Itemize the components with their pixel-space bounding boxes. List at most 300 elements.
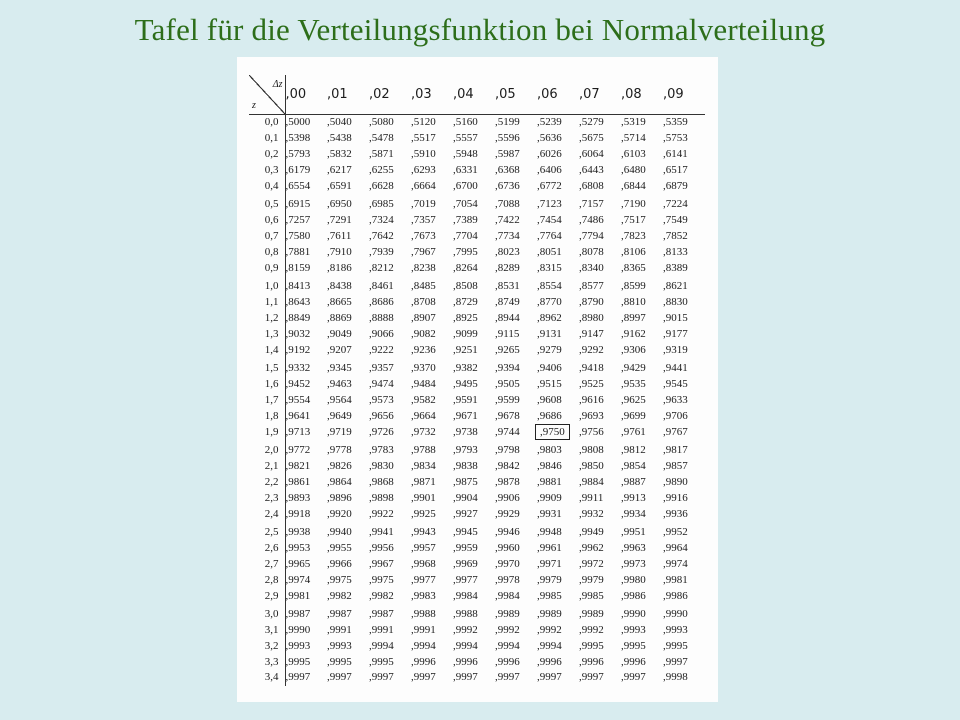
probability-cell [411, 506, 453, 522]
column-header: ,08 [621, 75, 663, 115]
probability-value: ,9332 [285, 362, 311, 375]
probability-value: ,9981 [285, 589, 311, 602]
probability-cell [369, 541, 411, 557]
probability-cell [621, 588, 663, 604]
probability-value: ,8790 [579, 296, 604, 309]
probability-cell [327, 194, 369, 213]
probability-value: ,7123 [537, 198, 562, 211]
probability-cell [369, 358, 411, 377]
probability-cell [453, 311, 495, 327]
probability-value: ,9382 [453, 362, 478, 375]
probability-value: ,5438 [327, 132, 352, 145]
probability-value: ,6985 [369, 198, 394, 211]
probability-value: ,9767 [663, 425, 688, 438]
probability-cell [285, 408, 327, 424]
probability-cell [621, 358, 663, 377]
probability-value: ,9864 [327, 475, 352, 488]
probability-value: ,9989 [579, 608, 604, 621]
probability-value: ,9881 [537, 475, 562, 488]
probability-value: ,9357 [369, 362, 394, 375]
probability-cell [495, 115, 537, 131]
probability-value: ,9961 [537, 542, 562, 555]
column-header: ,00 [285, 75, 327, 115]
probability-value: ,9996 [579, 655, 604, 668]
probability-value: ,8997 [621, 311, 646, 324]
column-header: ,09 [663, 75, 705, 115]
probability-value: ,9927 [453, 507, 478, 520]
probability-value: ,9956 [369, 542, 394, 555]
z-value-cell: 1,0 [249, 276, 285, 295]
probability-cell [621, 229, 663, 245]
probability-cell [369, 178, 411, 194]
probability-value: ,9738 [453, 425, 478, 438]
probability-cell [621, 326, 663, 342]
probability-value: ,7389 [453, 214, 478, 227]
probability-value: ,9994 [411, 639, 436, 652]
z-value-cell: 2,6 [249, 541, 285, 557]
probability-cell [411, 440, 453, 459]
z-value-cell: 3,1 [249, 623, 285, 639]
probability-value: ,9996 [621, 655, 646, 668]
probability-value: ,9082 [411, 327, 436, 340]
probability-value: ,9989 [537, 608, 562, 621]
probability-value: ,5279 [579, 116, 604, 129]
probability-value: ,9997 [495, 671, 520, 684]
probability-cell [369, 623, 411, 639]
probability-cell [495, 295, 537, 311]
probability-cell [495, 276, 537, 295]
probability-cell [327, 326, 369, 342]
probability-cell [621, 115, 663, 131]
probability-value: ,9922 [369, 507, 394, 520]
z-value-cell: 2,3 [249, 490, 285, 506]
table-row [249, 408, 705, 424]
probability-value: ,9986 [621, 589, 646, 602]
probability-cell [285, 311, 327, 327]
probability-cell [285, 604, 327, 623]
probability-cell [663, 326, 705, 342]
probability-cell [327, 639, 369, 655]
probability-value: ,9979 [537, 573, 562, 586]
probability-cell [621, 459, 663, 475]
probability-cell [411, 342, 453, 358]
probability-cell [411, 377, 453, 393]
probability-value: ,9985 [579, 589, 604, 602]
probability-value: ,8289 [495, 261, 520, 274]
probability-cell [453, 358, 495, 377]
probability-value: ,9991 [327, 624, 352, 637]
probability-value: ,9982 [369, 589, 394, 602]
probability-cell [285, 326, 327, 342]
probability-cell [579, 639, 621, 655]
probability-value: ,8340 [579, 261, 604, 274]
probability-cell [411, 178, 453, 194]
z-value-cell: 0,8 [249, 244, 285, 260]
probability-value: ,6664 [411, 179, 436, 192]
probability-cell [663, 260, 705, 276]
probability-cell [369, 213, 411, 229]
probability-value: ,9279 [537, 343, 562, 356]
probability-value: ,9997 [369, 671, 394, 684]
probability-cell [369, 459, 411, 475]
probability-cell [621, 572, 663, 588]
probability-value: ,7881 [285, 245, 311, 258]
probability-cell [663, 604, 705, 623]
probability-cell [579, 541, 621, 557]
probability-value: ,7486 [579, 214, 604, 227]
probability-cell [579, 342, 621, 358]
header-row [249, 75, 705, 115]
probability-value: ,7764 [537, 229, 562, 242]
probability-value: ,9988 [411, 608, 436, 621]
probability-value: ,7734 [495, 229, 520, 242]
probability-cell [495, 541, 537, 557]
probability-value: ,9953 [285, 542, 311, 555]
probability-cell [285, 229, 327, 245]
probability-value: ,9969 [453, 557, 478, 570]
probability-value: ,9633 [663, 393, 688, 406]
probability-value: ,9938 [285, 526, 311, 539]
probability-value: ,8907 [411, 311, 436, 324]
probability-value: ,9664 [411, 409, 436, 422]
probability-value: ,9962 [579, 542, 604, 555]
table-row [249, 506, 705, 522]
probability-cell [411, 541, 453, 557]
probability-value: ,8133 [663, 245, 688, 258]
probability-cell [369, 424, 411, 440]
probability-cell [537, 358, 579, 377]
probability-cell [621, 424, 663, 440]
probability-value: ,9945 [453, 526, 478, 539]
table-row [249, 295, 705, 311]
probability-cell [327, 377, 369, 393]
probability-cell [495, 588, 537, 604]
probability-value: ,9868 [369, 475, 394, 488]
probability-cell [453, 162, 495, 178]
probability-value: ,9974 [663, 557, 688, 570]
probability-value: ,5596 [495, 132, 520, 145]
probability-cell [537, 295, 579, 311]
probability-cell [663, 311, 705, 327]
probability-value: ,8212 [369, 261, 394, 274]
probability-cell [663, 670, 705, 686]
probability-cell [663, 459, 705, 475]
probability-value: ,9941 [369, 526, 394, 539]
probability-cell [285, 670, 327, 686]
probability-cell [663, 557, 705, 573]
probability-cell [453, 326, 495, 342]
probability-cell [579, 522, 621, 541]
probability-value: ,6591 [327, 179, 352, 192]
probability-cell [579, 194, 621, 213]
probability-cell [327, 260, 369, 276]
probability-cell [579, 213, 621, 229]
probability-value: ,9951 [621, 526, 646, 539]
probability-cell [411, 358, 453, 377]
z-value-cell: 1,9 [249, 424, 285, 440]
probability-value: ,5478 [369, 132, 394, 145]
probability-cell [285, 623, 327, 639]
table-row [249, 358, 705, 377]
probability-cell [327, 311, 369, 327]
probability-value: ,9967 [369, 557, 394, 570]
probability-value: ,9484 [411, 378, 436, 391]
probability-value: ,7357 [411, 214, 436, 227]
table-row [249, 557, 705, 573]
probability-cell [285, 506, 327, 522]
probability-cell [453, 424, 495, 440]
probability-cell [327, 229, 369, 245]
probability-cell [621, 377, 663, 393]
probability-value: ,9981 [663, 573, 688, 586]
probability-cell [411, 115, 453, 131]
probability-value: ,9370 [411, 362, 436, 375]
probability-value: ,9887 [621, 475, 646, 488]
probability-value: ,9838 [453, 460, 478, 473]
probability-cell [369, 654, 411, 670]
probability-cell [285, 358, 327, 377]
probability-cell [663, 572, 705, 588]
probability-value: ,9965 [285, 557, 311, 570]
z-value-cell: 1,3 [249, 326, 285, 342]
probability-cell [537, 377, 579, 393]
probability-cell [663, 358, 705, 377]
probability-value: ,9955 [327, 542, 352, 555]
probability-cell [537, 194, 579, 213]
probability-cell [537, 147, 579, 163]
probability-cell [285, 541, 327, 557]
probability-cell [621, 623, 663, 639]
probability-cell [453, 572, 495, 588]
probability-cell [453, 229, 495, 245]
probability-cell [411, 459, 453, 475]
probability-value: ,9599 [495, 393, 520, 406]
probability-value: ,9846 [537, 460, 562, 473]
probability-cell [495, 440, 537, 459]
probability-cell [453, 654, 495, 670]
probability-cell [621, 260, 663, 276]
probability-value: ,8051 [537, 245, 562, 258]
probability-cell [579, 162, 621, 178]
probability-cell [369, 229, 411, 245]
z-value-cell: 2,4 [249, 506, 285, 522]
table-row [249, 260, 705, 276]
table-scan [237, 57, 718, 702]
probability-value: ,6255 [369, 163, 394, 176]
probability-cell [495, 408, 537, 424]
probability-cell [495, 654, 537, 670]
probability-cell [663, 623, 705, 639]
probability-value: ,9997 [537, 671, 562, 684]
probability-value: ,9177 [663, 327, 688, 340]
probability-cell [579, 408, 621, 424]
probability-value: ,9875 [453, 475, 478, 488]
probability-value: ,6628 [369, 179, 394, 192]
probability-value: ,9898 [369, 491, 394, 504]
probability-value: ,6736 [495, 179, 520, 192]
probability-cell [285, 572, 327, 588]
probability-cell [537, 393, 579, 409]
probability-cell [453, 541, 495, 557]
probability-cell [537, 506, 579, 522]
probability-cell [369, 326, 411, 342]
probability-cell [495, 147, 537, 163]
probability-cell [621, 194, 663, 213]
probability-value: ,6915 [285, 198, 311, 211]
probability-value: ,9936 [663, 507, 688, 520]
probability-cell [621, 541, 663, 557]
probability-cell [663, 393, 705, 409]
probability-value: ,9909 [537, 491, 562, 504]
probability-cell [621, 131, 663, 147]
probability-cell [663, 244, 705, 260]
probability-value: ,8315 [537, 261, 562, 274]
probability-value: ,9582 [411, 393, 436, 406]
probability-value: ,9564 [327, 393, 352, 406]
probability-cell [537, 115, 579, 131]
probability-cell [537, 670, 579, 686]
table-row [249, 490, 705, 506]
probability-value: ,5160 [453, 116, 478, 129]
probability-value: ,6700 [453, 179, 478, 192]
probability-cell [285, 557, 327, 573]
probability-value: ,9641 [285, 409, 311, 422]
probability-cell [285, 342, 327, 358]
probability-cell [453, 475, 495, 491]
probability-cell [495, 393, 537, 409]
probability-cell [369, 147, 411, 163]
z-value-cell: 1,6 [249, 377, 285, 393]
probability-value: ,9985 [537, 589, 562, 602]
z-value-cell: 1,7 [249, 393, 285, 409]
probability-value: ,7852 [663, 229, 688, 242]
probability-value: ,9916 [663, 491, 688, 504]
probability-cell [369, 670, 411, 686]
probability-cell [285, 162, 327, 178]
probability-value: ,9306 [621, 343, 646, 356]
probability-cell [663, 475, 705, 491]
probability-value: ,7454 [537, 214, 562, 227]
probability-value: ,8849 [285, 311, 311, 324]
probability-cell [495, 557, 537, 573]
probability-cell [663, 147, 705, 163]
table-row [249, 276, 705, 295]
probability-cell [285, 440, 327, 459]
z-value-cell: 0,0 [249, 115, 285, 131]
probability-cell [537, 604, 579, 623]
table-row [249, 147, 705, 163]
probability-value: ,8238 [411, 261, 436, 274]
probability-value: ,9959 [453, 542, 478, 555]
probability-cell [579, 490, 621, 506]
probability-cell [621, 178, 663, 194]
highlighted-value: ,9750 [537, 426, 568, 438]
probability-cell [327, 522, 369, 541]
probability-value: ,9931 [537, 507, 562, 520]
probability-cell [327, 358, 369, 377]
column-header: ,06 [537, 75, 579, 115]
probability-value: ,9884 [579, 475, 604, 488]
probability-value: ,9515 [537, 378, 562, 391]
probability-value: ,8599 [621, 280, 646, 293]
probability-value: ,8980 [579, 311, 604, 324]
probability-value: ,9963 [621, 542, 646, 555]
probability-value: ,9979 [579, 573, 604, 586]
probability-value: ,9982 [327, 589, 352, 602]
probability-value: ,7995 [453, 245, 478, 258]
probability-value: ,9952 [663, 526, 688, 539]
probability-value: ,7611 [327, 229, 352, 242]
probability-value: ,8106 [621, 245, 646, 258]
probability-cell [621, 393, 663, 409]
probability-cell [663, 213, 705, 229]
probability-cell [411, 604, 453, 623]
table-row [249, 459, 705, 475]
probability-cell [327, 342, 369, 358]
probability-cell [495, 244, 537, 260]
probability-cell [495, 506, 537, 522]
probability-value: ,9222 [369, 343, 394, 356]
probability-value: ,9656 [369, 409, 394, 422]
probability-cell [537, 623, 579, 639]
table-row [249, 670, 705, 686]
probability-value: ,8023 [495, 245, 520, 258]
z-value-cell: 0,2 [249, 147, 285, 163]
probability-value: ,7019 [411, 198, 436, 211]
probability-value: ,5675 [579, 132, 604, 145]
probability-value: ,9505 [495, 378, 520, 391]
probability-value: ,7580 [285, 229, 311, 242]
probability-value: ,9525 [579, 378, 604, 391]
probability-value: ,7190 [621, 198, 646, 211]
probability-cell [411, 229, 453, 245]
probability-value: ,9940 [327, 526, 352, 539]
probability-cell [369, 475, 411, 491]
probability-cell [327, 475, 369, 491]
probability-value: ,9920 [327, 507, 352, 520]
probability-cell [495, 475, 537, 491]
probability-cell [369, 639, 411, 655]
probability-cell [663, 342, 705, 358]
z-value-cell: 2,2 [249, 475, 285, 491]
probability-cell [579, 588, 621, 604]
probability-cell [537, 654, 579, 670]
probability-cell [411, 194, 453, 213]
table-row [249, 377, 705, 393]
probability-cell [579, 295, 621, 311]
z-value-cell: 3,3 [249, 654, 285, 670]
probability-value: ,7967 [411, 245, 436, 258]
probability-cell [453, 490, 495, 506]
probability-cell [537, 162, 579, 178]
probability-value: ,9032 [285, 327, 311, 340]
probability-value: ,6517 [663, 163, 688, 176]
probability-value: ,6480 [621, 163, 646, 176]
probability-cell [285, 276, 327, 295]
corner-cell [249, 75, 285, 115]
probability-value: ,9934 [621, 507, 646, 520]
probability-value: ,9830 [369, 460, 394, 473]
probability-cell [579, 115, 621, 131]
probability-value: ,9495 [453, 378, 478, 391]
probability-value: ,9994 [537, 639, 562, 652]
probability-cell [495, 459, 537, 475]
probability-cell [411, 557, 453, 573]
probability-cell [453, 670, 495, 686]
probability-value: ,9984 [495, 589, 520, 602]
probability-value: ,9842 [495, 460, 520, 473]
probability-cell [495, 358, 537, 377]
